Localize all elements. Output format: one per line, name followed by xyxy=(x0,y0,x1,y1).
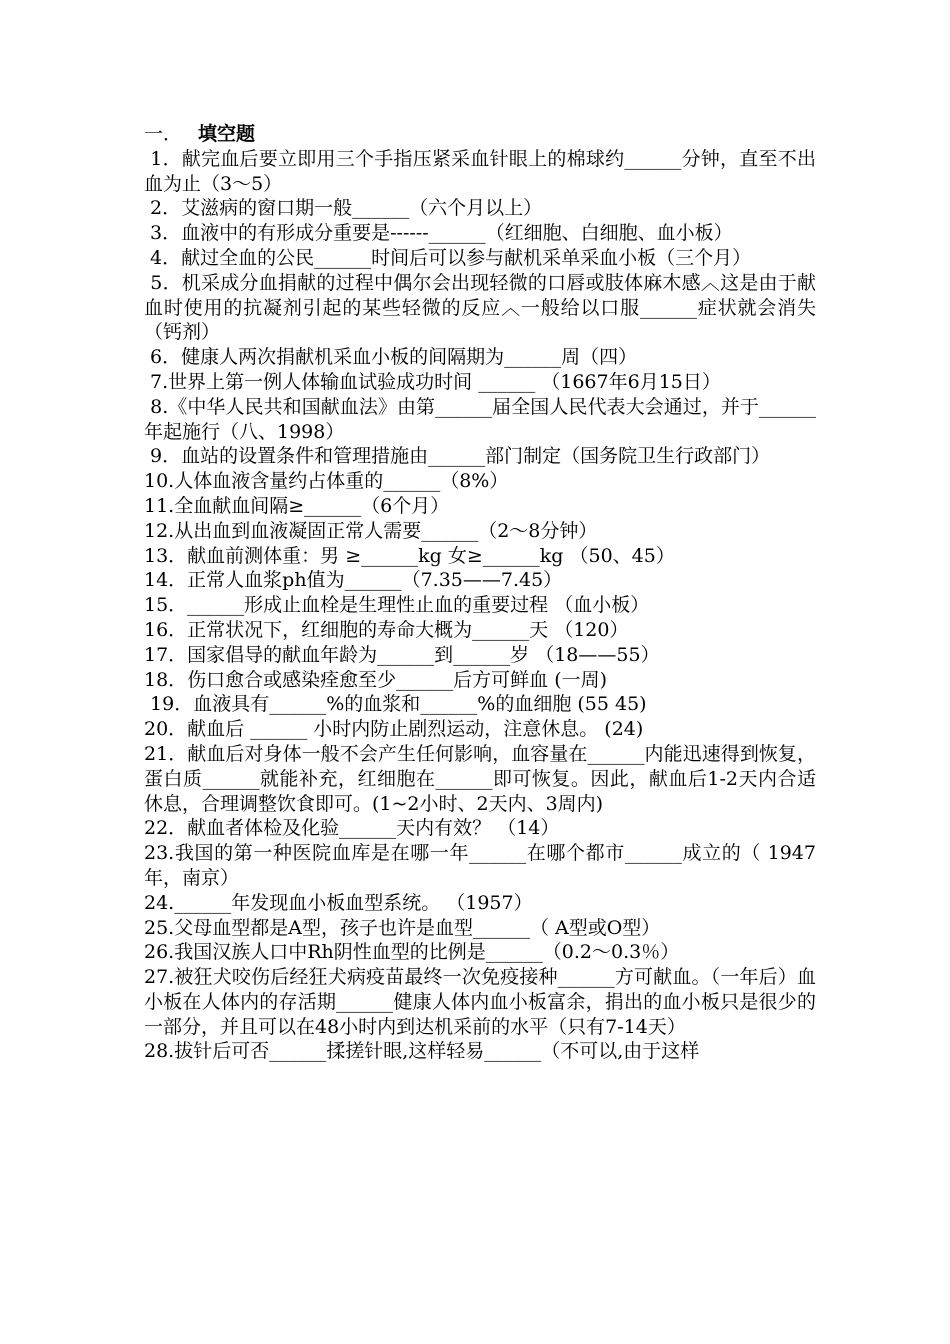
question-item: 11.全血献血间隔≥______（6个月） xyxy=(144,494,450,517)
question-item: 24.______年发现血小板血型系统。 （1957） xyxy=(144,891,533,914)
document-body xyxy=(144,122,816,1064)
question-item: 26.我国汉族人口中Rh阴性血型的比例是______（0.2～0.3％） xyxy=(144,941,680,964)
question-item: 25.父母血型都是A型，孩子也许是血型______（ A型或O型） xyxy=(144,916,661,939)
question-item: 16．正常状况下，红细胞的寿命大概为______天 （120） xyxy=(144,618,629,641)
question-item: 9．血站的设置条件和管理措施由______部门制定（国务院卫生行政部门） xyxy=(144,445,771,468)
question-item: 17．国家倡导的献血年龄为______到______岁 （18——55） xyxy=(144,643,660,666)
question-item: 10.人体血液含量约占体重的______（8%） xyxy=(144,470,509,493)
question-item: 12.从出血到血液凝固正常人需要______（2～8分钟） xyxy=(144,519,598,542)
question-item: 20．献血后 ______ 小时内防止剧烈运动，注意休息。 (24) xyxy=(144,718,644,741)
question-item: 4．献过全血的公民______时间后可以参与献机采单采血小板（三个月） xyxy=(144,246,752,269)
question-item: 21．献血后对身体一般不会产生任何影响，血容量在______内能迅速得到恢复，蛋白质______就能补充，红细胞在______即可恢复。因此，献血后1-2天内合适休息，合理调整饮食即可。(1~2小时、2天内、3周内) xyxy=(144,742,816,815)
question-item: 7.世界上第一例人体输血试验成功时间 ______ （1667年6月15日） xyxy=(144,370,721,393)
question-item: 13．献血前测体重：男 ≥______kg 女≥______kg （50、45） xyxy=(144,544,675,567)
question-item: 5．机采成分血捐献的过程中偶尔会出现轻微的口唇或肢体麻木感︿这是由于献血时使用的抗凝剂引起的某些轻微的反应︿一般给以口服______症状就会消失（钙剂） xyxy=(144,271,816,344)
question-item: 22．献血者体检及化验______天内有效？ （14） xyxy=(144,817,560,840)
question-item: 3．血液中的有形成分重要是------______（红细胞、白细胞、血小板） xyxy=(144,222,733,245)
question-item: 27.被狂犬咬伤后经狂犬病疫苗最终一次免疫接种______方可献血。（一年后）血小板在人体内的存活期______健康人体内血小板富余，捐出的血小板只是很少的一部分，并且可以在48小时内到达机采前的水平（只有7-14天） xyxy=(144,966,816,1038)
section-number: 一． xyxy=(144,123,183,145)
question-item: 6．健康人两次捐献机采血小板的间隔期为______周（四） xyxy=(144,346,638,369)
question-item: 1．献完血后要立即用三个手指压紧采血针眼上的棉球约______分钟，直至不出血为止（3～5） xyxy=(144,147,816,195)
question-item: 23.我国的第一种医院血库是在哪一年______在哪个都市______成立的（ 1947年，南京） xyxy=(144,842,816,889)
question-item: 14．正常人血浆ph值为______（7.35——7.45） xyxy=(144,569,563,592)
question-item: 8.《中华人民共和国献血法》由第______届全国人民代表大会通过，并于______年起施行（八、1998） xyxy=(144,395,816,443)
question-item: 2．艾滋病的窗口期一般______（六个月以上） xyxy=(144,197,543,220)
question-item: 15．______形成止血栓是生理性止血的重要过程 （血小板） xyxy=(144,594,650,617)
section-title: 填空题 xyxy=(198,123,256,145)
question-item: 18．伤口愈合或感染痊愈至少______后方可鲜血 (一周) xyxy=(144,668,608,691)
question-item: 28.拔针后可否______揉搓针眼,这样轻易______（不可以,由于这样 xyxy=(144,1040,700,1063)
question-item: 19．血液具有______%的血浆和______%的血细胞 (55 45) xyxy=(144,693,647,716)
section-heading xyxy=(144,122,816,147)
